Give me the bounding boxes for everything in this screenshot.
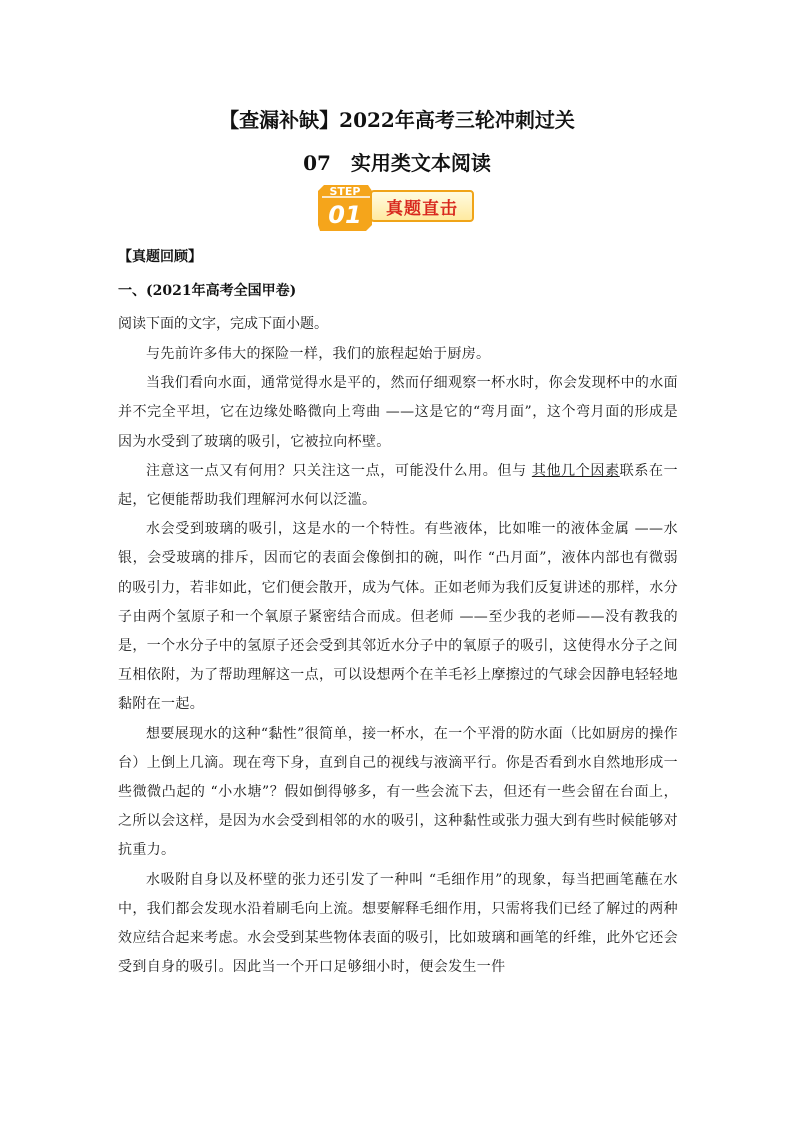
question-title: 一、(2021年高考全国甲卷) bbox=[118, 283, 297, 299]
step-number-icon bbox=[318, 181, 372, 233]
step-word: STEP bbox=[329, 185, 361, 198]
document-subtitle: 07 实用类文本阅读 bbox=[303, 151, 491, 175]
step-badge bbox=[318, 181, 478, 233]
instruction-text: 阅读下面的文字，完成下面小题。 bbox=[118, 316, 328, 332]
step-label: 真题直击 bbox=[370, 190, 474, 222]
paragraph-4: 水会受到玻璃的吸引，这是水的一个特性。有些液体，比如唯一的液体金属 ——水银，会受玻璃的排斥，因而它的表面会像倒扣的碗，叫作 “凸月面”，液体内部也有微弱的吸引力，若非如此，它们便会散开，成为气体。正如老师为我们反复讲述的那样，水分子由两个氢原子和一个氧原子紧密结合而成。但老师 ——至少我的老师——没有教我的是，一个水分子中的氢原子还会受到其邻近水分子中的氧原子的吸引，这使得水分子之间互相依附，为了帮助理解这一点，可以设想两个在羊毛衫上摩擦过的气球会因静电轻轻地黏附在一起。 bbox=[118, 521, 678, 713]
paragraph-6: 水吸附自身以及杯壁的张力还引发了一种叫 “毛细作用”的现象，每当把画笔蘸在水中，我们都会发现水沿着刷毛向上流。想要解释毛细作用，只需将我们已经了解过的两种效应结合起来考虑。水会受到某些物体表面的吸引，比如玻璃和画笔的纤维，此外它还会受到自身的吸引。因此当一个开口足够细小时，便会发生一件 bbox=[118, 871, 678, 976]
step-number: 01 bbox=[328, 201, 362, 229]
paragraph-3 bbox=[118, 457, 678, 515]
paragraph-5: 想要展现水的这种“黏性”很简单，接一杯水，在一个平滑的防水面（比如厨房的操作台）上倒上几滴。现在弯下身，直到自己的视线与液滴平行。你是否看到水自然地形成一些微微凸起的 “小水塘”？假如倒得够多，有一些会流下去，但还有一些会留在台面上，之所以会这样，是因为水会受到相邻的水的吸引，这种黏性或张力强大到有些时候能够对抗重力。 bbox=[118, 725, 678, 859]
paragraph-1: 与先前许多伟大的探险一样，我们的旅程起始于厨房。 bbox=[146, 346, 491, 362]
paragraph-2: 当我们看向水面，通常觉得水是平的，然而仔细观察一杯水时，你会发现杯中的水面并不完全平坦，它在边缘处略微向上弯曲 ——这是它的“弯月面”，这个弯月面的形成是因为水受到了玻璃的吸引，它被拉向杯壁。 bbox=[118, 375, 678, 450]
reading-passage bbox=[118, 340, 678, 982]
section-heading: 【真题回顾】 bbox=[118, 249, 202, 265]
paragraph-3-end: 联系在一起，它便能帮助我们理解河水何以泛滥。 bbox=[118, 462, 679, 509]
underlined-phrase: 其他几个因素 bbox=[531, 462, 620, 479]
document-title: 【查漏补缺】2022年高考三轮冲刺过关 bbox=[219, 108, 575, 132]
paragraph-3-start: 注意这一点又有何用？只关注这一点，可能没什么用。但与 bbox=[146, 462, 532, 479]
